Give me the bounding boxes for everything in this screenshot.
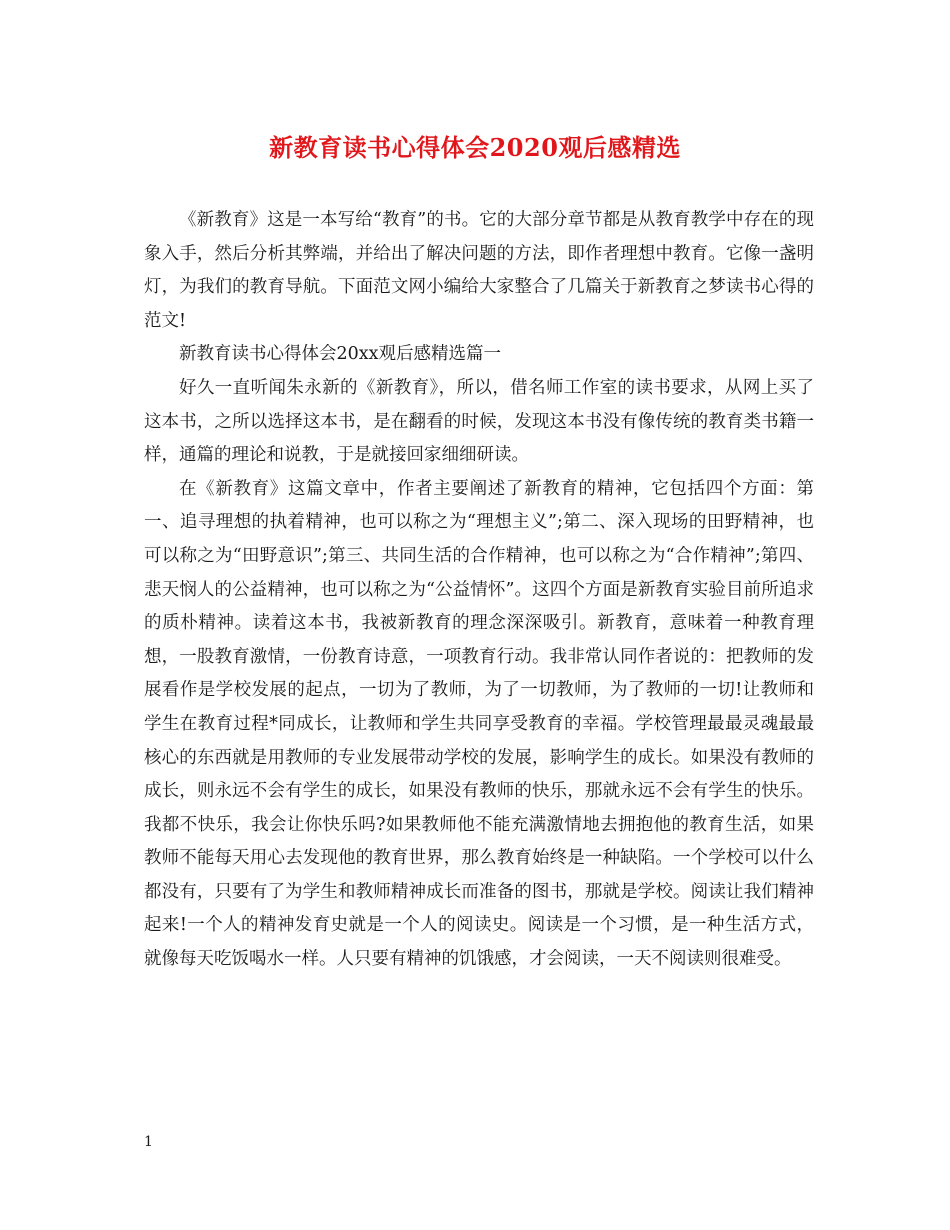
body-paragraph: 好久一直听闻朱永新的《新教育》，所以，借名师工作室的读书要求，从网上买了这本书，之所以选择这本书，是在翻看的时候，发现这本书没有像传统的教育类书籍一样，通篇的理论和说教，于是就接回家细细研读。 <box>144 377 814 466</box>
page-number: 1 <box>144 1134 153 1150</box>
body-paragraph: 在《新教育》这篇文章中，作者主要阐述了新教育的精神，它包括四个方面：第一、追寻理想的执着精神，也可以称之为“理想主义”;第二、深入现场的田野精神，也可以称之为“田野意识”;第三、共同生活的合作精神，也可以称之为“合作精神”;第四、悲天悯人的公益精神，也可以称之为“公益情怀”。这四个方面是新教育实验目前所追求的质朴精神。读着这本书，我被新教育的理念深深吸引。新教育，意味着一种教育理想，一股教育激情，一份教育诗意，一项教育行动。我非常认同作者说的：把教师的发展看作是学校发展的起点，一切为了教师，为了一切教师，为了教师的一切!让教师和学生在教育过程*同成长，让教师和学生共同享受教育的幸福。学校管理最最灵魂最最核心的东西就是用教师的专业发展带动学校的发展，影响学生的成长。如果没有教师的成长，则永远不会有学生的成长，如果没有教师的快乐，那就永远不会有学生的快乐。我都不快乐，我会让你快乐吗?如果教师他不能充满激情地去拥抱他的教育生活，如果教师不能每天用心去发现他的教育世界，那么教育始终是一种缺陷。一个学校可以什么都没有，只要有了为学生和教师精神成长而准备的图书，那就是学校。阅读让我们精神起来!一个人的精神发育史就是一个人的阅读史。阅读是一个习惯，是一种生活方式，就像每天吃饭喝水一样。人只要有精神的饥饿感，才会阅读，一天不阅读则很难受。 <box>144 478 814 970</box>
document-title: 新教育读书心得体会2020观后感精选 <box>269 133 681 162</box>
document-body <box>144 204 814 977</box>
section-heading: 新教育读书心得体会20xx观后感精选篇一 <box>179 344 502 365</box>
intro-paragraph: 《新教育》这是一本写给“教育”的书。它的大部分章节都是从教育教学中存在的现象入手，然后分析其弊端，并给出了解决问题的方法，即作者理想中教育。它像一盏明灯，为我们的教育导航。下面范文网小编给大家整合了几篇关于新教育之梦读书心得的范文! <box>144 210 814 331</box>
